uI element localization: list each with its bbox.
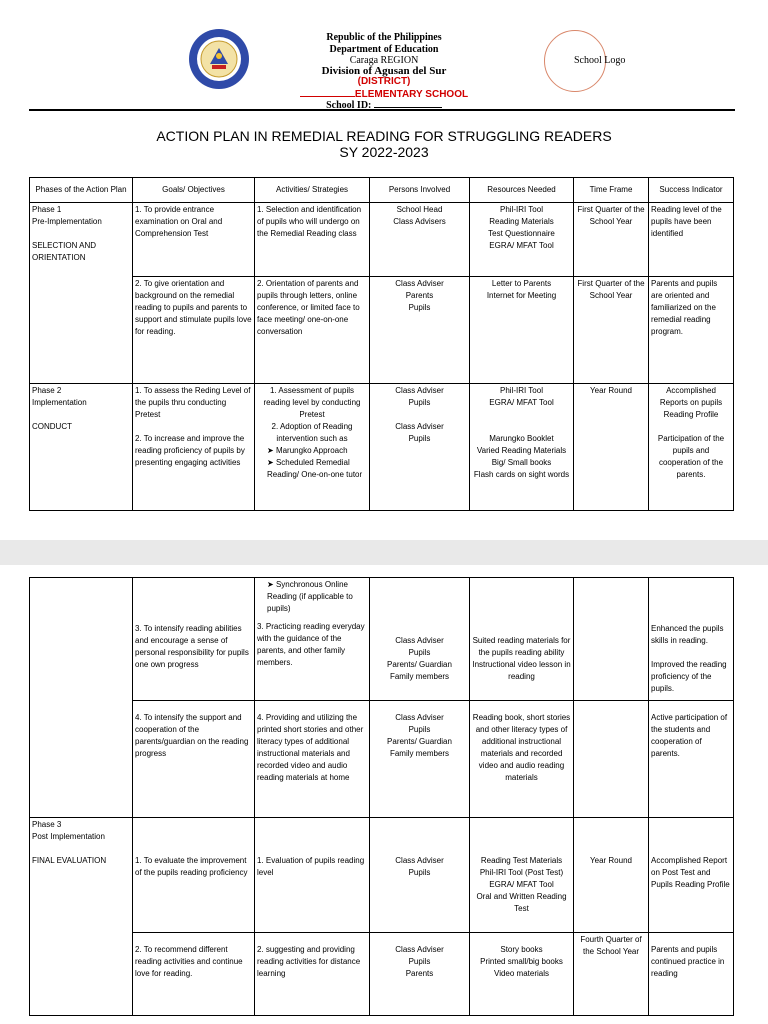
resources-text: Suited reading materials for the pupils reading ability Instructional video lesson in reading xyxy=(472,636,571,681)
time-cell xyxy=(574,818,649,933)
arrow-bullet-icon: ➤ xyxy=(267,580,274,589)
persons-text: Class Adviser Pupils Parents/ Guardian Family members xyxy=(387,713,452,758)
goals-cell xyxy=(133,818,255,933)
persons-cell: School Head Class Advisers xyxy=(370,203,470,277)
activities-bullet xyxy=(257,579,367,615)
column-header: Success Indicator xyxy=(649,178,734,203)
table-row xyxy=(30,384,734,511)
indicator-cell xyxy=(649,578,734,701)
indicator-cell xyxy=(649,818,734,933)
goals-cell: 2. To give orientation and background on the remedial reading to pupils and parents to support and stimulate pupils love for reading. xyxy=(133,277,255,384)
indicator-cell: Parents and pupils are oriented and familiarized on the remedial reading program. xyxy=(649,277,734,384)
arrow-bullet-icon: ➤ xyxy=(267,458,274,467)
time-cell xyxy=(574,578,649,701)
header-republic: Republic of the Philippines xyxy=(326,32,442,43)
column-header: Time Frame xyxy=(574,178,649,203)
activities-bullet xyxy=(257,445,367,457)
resources-text: Story books Printed small/big books Video materials xyxy=(480,945,563,978)
activities-text: 4. Providing and utilizing the printed short stories and other literacy types of additional instructional materials and recorded video and audio reading materials at home xyxy=(257,713,364,782)
school-name-blank xyxy=(300,87,355,97)
column-header: Persons Involved xyxy=(370,178,470,203)
activities-text: 3. Practicing reading everyday with the guidance of the parents, and other family members. xyxy=(257,622,365,667)
indicator-text: Parents and pupils continued practice in reading xyxy=(651,945,725,978)
bullet-text: Marungko Approach xyxy=(275,446,348,455)
phase-cell: Phase 1 Pre-Implementation SELECTION AND ORIENTATION xyxy=(30,203,133,384)
header-department: Department of Education xyxy=(329,44,439,55)
column-header: Activities/ Strategies xyxy=(255,178,370,203)
indicator-text: Active participation of the students and cooperation of parents. xyxy=(651,713,728,758)
resources-cell: Letter to Parents Internet for Meeting xyxy=(470,277,574,384)
resources-cell xyxy=(470,933,574,1016)
phase-cell: Phase 3 Post Implementation FINAL EVALUATION xyxy=(30,818,133,1016)
indicator-cell xyxy=(649,701,734,818)
activities-cell: 1. Selection and identification of pupils who will undergo on the Remedial Reading class xyxy=(255,203,370,277)
arrow-bullet-icon: ➤ xyxy=(267,446,274,455)
activities-cell xyxy=(255,384,370,511)
column-header: Phases of the Action Plan xyxy=(30,178,133,203)
persons-text: Class Adviser Pupils Parents/ Guardian Family members xyxy=(387,636,452,681)
school-logo-text: School Logo xyxy=(574,55,626,66)
goals-cell xyxy=(133,578,255,701)
school-id-label: School ID: xyxy=(326,100,372,111)
indicator-text: Enhanced the pupils skills in reading. Improved the reading proficiency of the pupils. xyxy=(651,624,727,693)
persons-cell xyxy=(370,933,470,1016)
document-title: ACTION PLAN IN REMEDIAL READING FOR STRUGGLING READERS xyxy=(156,128,612,144)
action-plan-table-continued xyxy=(29,577,734,1016)
column-header: Resources Needed xyxy=(470,178,574,203)
resources-cell xyxy=(470,701,574,818)
time-cell: First Quarter of the School Year xyxy=(574,203,649,277)
phase-cell xyxy=(30,578,133,818)
persons-cell xyxy=(370,578,470,701)
goals-text: 4. To intensify the support and cooperation of the parents/guardian on the reading progress xyxy=(135,713,249,758)
resources-text: Reading book, short stories and other literacy types of additional instructional materials and recorded video and audio reading materials xyxy=(472,713,571,782)
table-row xyxy=(30,701,734,818)
time-text: Year Round xyxy=(590,856,632,865)
persons-cell: Class Adviser Pupils Class Adviser Pupils xyxy=(370,384,470,511)
bullet-text: Synchronous Online Reading (if applicable to pupils) xyxy=(267,580,353,613)
activities-intro: 1. Assessment of pupils reading level by conducting Pretest 2. Adoption of Reading intervention such as xyxy=(263,386,361,443)
time-cell: Year Round xyxy=(574,384,649,511)
table-row xyxy=(30,933,734,1016)
persons-text: Class Adviser Pupils xyxy=(395,856,444,877)
school-id-blank xyxy=(374,98,442,108)
activities-text: 1. Evaluation of pupils reading level xyxy=(257,856,365,877)
header-division: Division of Agusan del Sur xyxy=(321,65,447,77)
indicator-cell: Accomplished Reports on pupils Reading Profile Participation of the pupils and cooperation of the parents. xyxy=(649,384,734,511)
persons-cell xyxy=(370,818,470,933)
activities-bullet xyxy=(257,457,367,481)
table-header-row xyxy=(30,178,734,203)
header-divider xyxy=(29,109,735,111)
persons-text: Class Adviser Pupils Parents xyxy=(395,945,444,978)
table-row xyxy=(30,818,734,933)
column-header: Goals/ Objectives xyxy=(133,178,255,203)
header-school: ELEMENTARY SCHOOL xyxy=(354,89,469,100)
table-row xyxy=(30,578,734,701)
indicator-cell xyxy=(649,933,734,1016)
goals-cell: 1. To provide entrance examination on Oral and Comprehension Test xyxy=(133,203,255,277)
goals-cell xyxy=(133,701,255,818)
goals-cell xyxy=(133,933,255,1016)
persons-cell: Class Adviser Parents Pupils xyxy=(370,277,470,384)
activities-cell xyxy=(255,818,370,933)
activities-cell xyxy=(255,578,370,701)
resources-cell: Phil-IRI Tool EGRA/ MFAT Tool Marungko Booklet Varied Reading Materials Big/ Small books Flash cards on sight words xyxy=(470,384,574,511)
indicator-cell: Reading level of the pupils have been identified xyxy=(649,203,734,277)
goals-text: 2. To recommend different reading activities and continue love for reading. xyxy=(135,945,243,978)
header-district: (DISTRICT) xyxy=(357,76,411,87)
time-cell: Fourth Quarter of the School Year xyxy=(574,933,649,1016)
bullet-text: Scheduled Remedial Reading/ One-on-one tutor xyxy=(267,458,363,479)
document-subtitle: SY 2022-2023 xyxy=(339,144,429,160)
table-row xyxy=(30,203,734,277)
phase-cell: Phase 2 Implementation CONDUCT xyxy=(30,384,133,511)
goals-text: 1. To evaluate the improvement of the pupils reading proficiency xyxy=(135,856,248,877)
activities-cell: 2. Orientation of parents and pupils through letters, online conference, or limited face to face meeting/ one-on-one conversation xyxy=(255,277,370,384)
activities-cell xyxy=(255,701,370,818)
goals-cell: 1. To assess the Reding Level of the pupils thru conducting Pretest 2. To increase and improve the reading proficiency of pupils by presenting engaging activities xyxy=(133,384,255,511)
action-plan-table xyxy=(29,177,734,511)
resources-cell: Phil-IRI Tool Reading Materials Test Questionnaire EGRA/ MFAT Tool xyxy=(470,203,574,277)
document-page-2 xyxy=(0,565,768,1024)
resources-cell xyxy=(470,578,574,701)
activities-text: 2. suggesting and providing reading activities for distance learning xyxy=(257,945,361,978)
persons-cell xyxy=(370,701,470,818)
time-cell xyxy=(574,701,649,818)
header-region: Caraga REGION xyxy=(349,55,419,66)
table-row xyxy=(30,277,734,384)
time-cell: First Quarter of the School Year xyxy=(574,277,649,384)
activities-cell xyxy=(255,933,370,1016)
resources-text: Reading Test Materials Phil-IRI Tool (Post Test) EGRA/ MFAT Tool Oral and Written Reading Test xyxy=(476,856,567,913)
goals-text: 3. To intensify reading abilities and encourage a sense of personal responsibility for pupils one own progress xyxy=(135,624,249,669)
resources-cell xyxy=(470,818,574,933)
indicator-text: Accomplished Report on Post Test and Pupils Reading Profile xyxy=(651,856,730,889)
